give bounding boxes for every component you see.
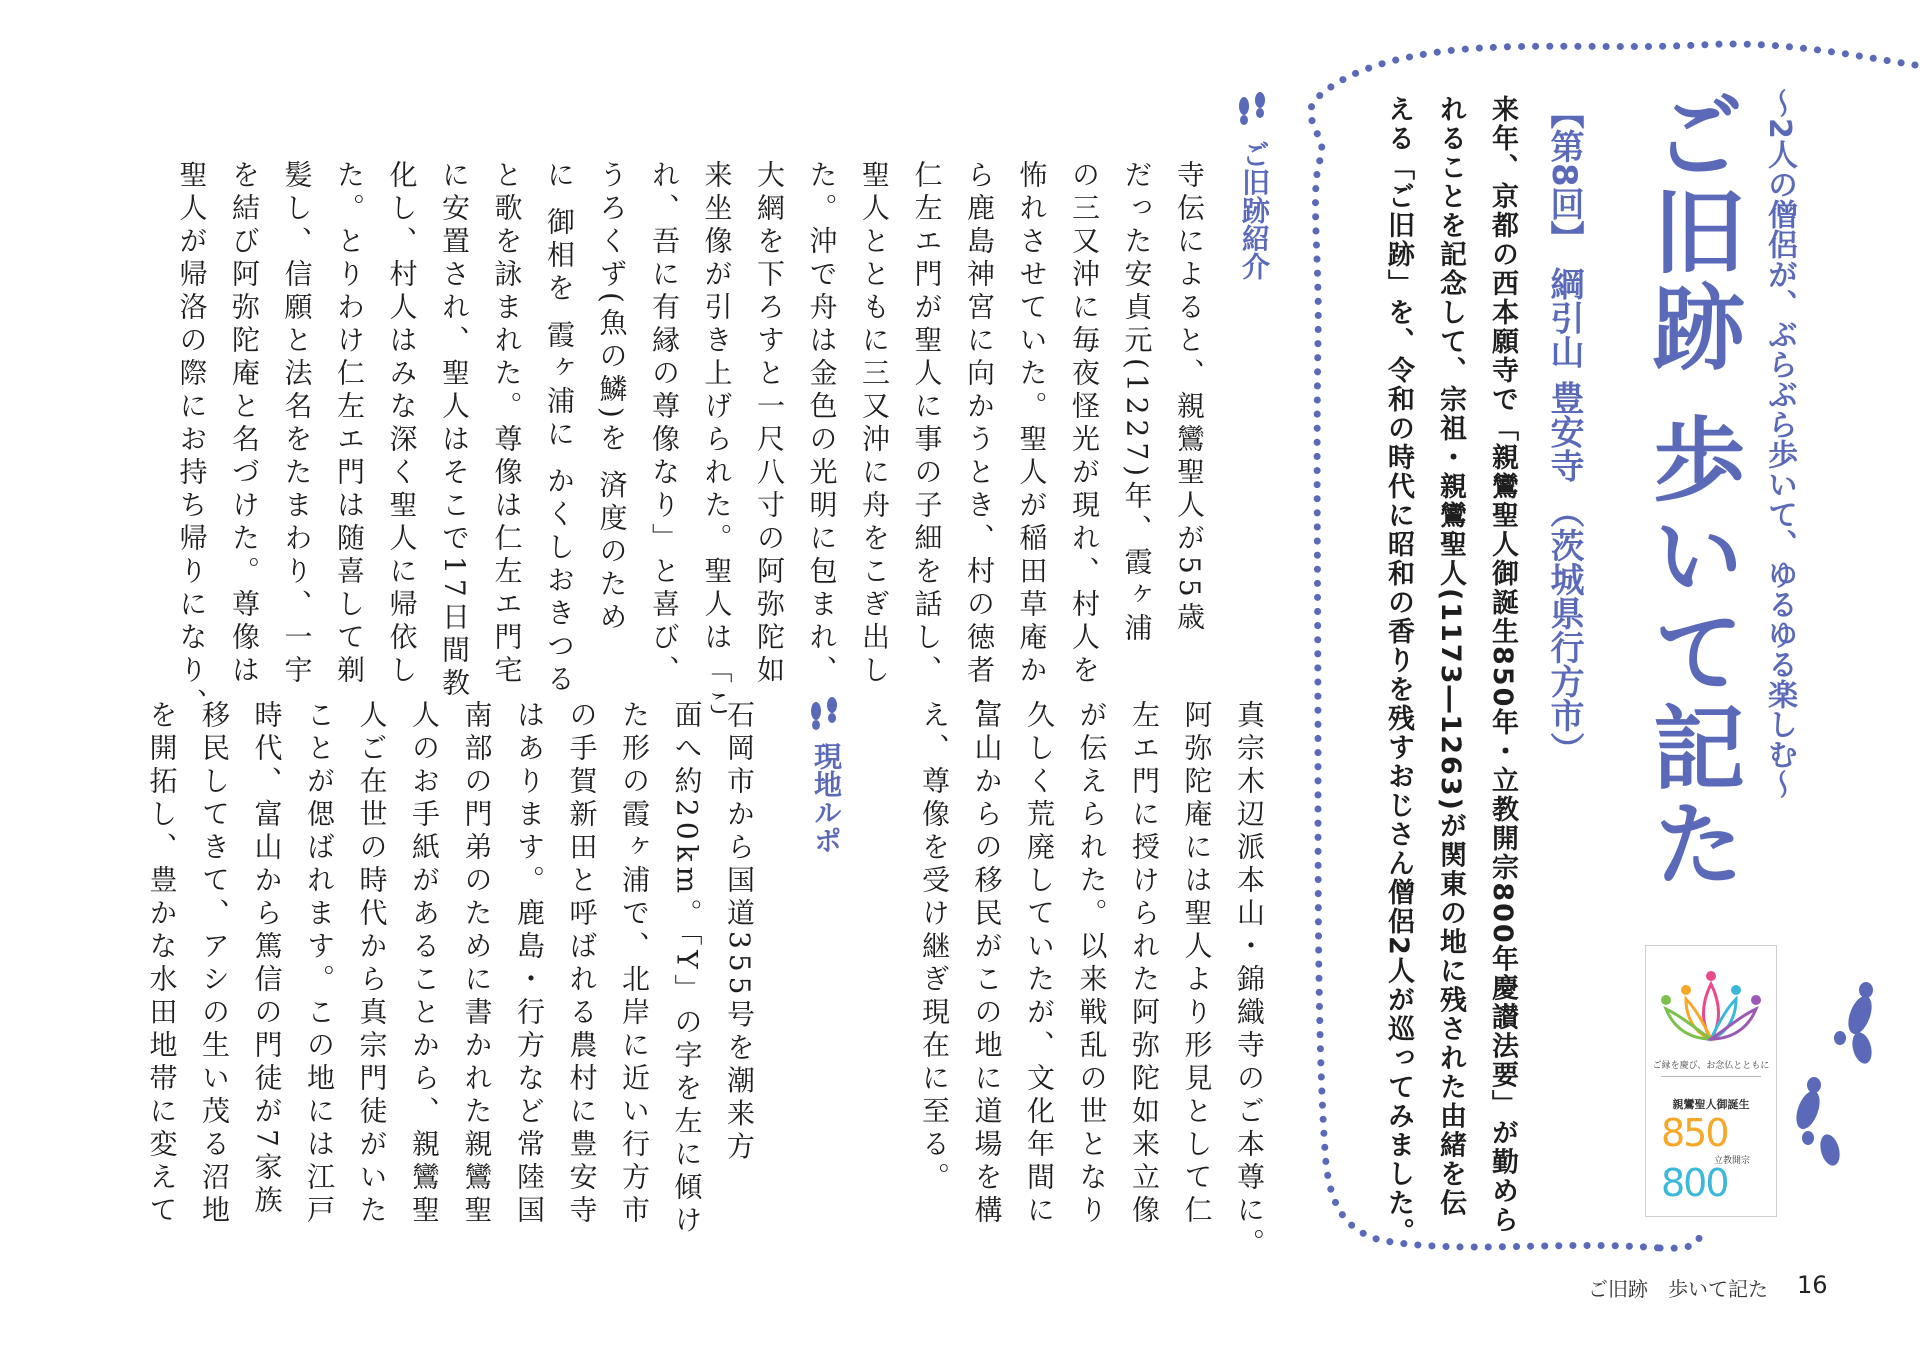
footprint-icon	[807, 697, 843, 733]
section-heading-genchi: 現地ルポ	[810, 742, 843, 854]
text-column: 移民してきて、アシの生い茂る沼地	[198, 700, 231, 1228]
text-column: 化し、村人はみな深く聖人に帰依し	[385, 160, 419, 688]
footer-label: ご旧跡 歩いて記た	[1588, 1277, 1768, 1301]
text-column: え、尊像を受け継ぎ現在に至る。	[918, 700, 951, 1195]
text-column: 阿弥陀庵には聖人より形見として仁	[1180, 700, 1214, 1228]
page-number: 16	[1797, 1271, 1828, 1299]
text-column: た形の霞ヶ浦で、北岸に近い行方市	[618, 700, 651, 1228]
text-column: 大網を下ろすと一尺八寸の阿弥陀如	[753, 160, 786, 688]
text-column: 左エ門に授けられた阿弥陀如来立像	[1128, 700, 1161, 1228]
logo-850: 850	[1661, 1111, 1728, 1155]
text-column: だった安貞元(1227)年、霞ヶ浦	[1120, 160, 1154, 647]
text-column: 聖人が帰洛の際にお持ち帰りになり、	[175, 160, 209, 721]
intro-line: える「ご旧跡」を、令和の時代に昭和の香りを残すおじさん僧侶2人が巡ってみました。	[1383, 95, 1414, 1247]
text-column: が伝えられた。以来戦乱の世となり	[1075, 700, 1109, 1228]
text-column: た。とりわけ仁左エ門は随喜して剃	[333, 160, 366, 688]
gokyuseki-continued	[908, 700, 1276, 1261]
text-column: ことが偲ばれます。この地には江戸	[303, 700, 336, 1228]
logo-motto: ご縁を慶び、お念仏とともに	[1652, 1061, 1770, 1071]
intro-line: れることを記念して、宗祖・親鸞聖人(1173―1263)が関東の地に残された由緒を伝	[1435, 95, 1466, 1218]
logo-sub: 立教開宗	[1714, 1156, 1751, 1166]
text-column: た。沖で舟は金色の光明に包まれ、	[805, 160, 839, 688]
header-subtitle: 〜2人の僧侶が、ぶらぶら歩いて、ゆるゆる楽しむ〜	[1762, 88, 1797, 799]
text-column: に安置され、聖人はそこで17日間教	[438, 160, 471, 701]
text-column: 時代、富山から篤信の門徒が7家族	[250, 700, 284, 1218]
gokyuseki-text	[165, 160, 1215, 721]
text-column: 仁左エ門が聖人に事の子細を話し、	[910, 160, 944, 688]
text-column: を結び阿弥陀庵と名づけた。尊像は	[228, 160, 261, 688]
text-column: 久しく荒廃していたが、文化年間に	[1023, 700, 1056, 1228]
text-column: の手賀新田と呼ばれる農村に豊安寺	[565, 700, 599, 1228]
text-column: 真宗木辺派本山・錦織寺のご本尊に。	[1233, 700, 1266, 1261]
text-column: 面へ約20km。「Y」の字を左に傾け	[670, 700, 704, 1238]
series-heading: 【第8回】 綱引山 豊安寺 （茨城県行方市）	[1544, 95, 1584, 767]
intro-text	[1368, 95, 1528, 1247]
text-column: を開拓し、豊かな水田地帯に変えて	[145, 700, 179, 1228]
text-column: ら鹿島神宮に向かうとき、村の徳者・	[963, 160, 996, 721]
text-column: はあります。鹿島・行方など常陸国	[513, 700, 546, 1228]
anniversary-logo	[1645, 945, 1777, 1217]
text-column: 富山からの移民がこの地に道場を構	[970, 700, 1004, 1228]
text-column: 寺伝によると、親鸞聖人が55歳	[1173, 160, 1206, 635]
genchi-text	[135, 700, 765, 1238]
text-column: 南部の門弟のために書かれた親鸞聖	[460, 700, 494, 1228]
footprint-icon	[1235, 92, 1271, 128]
text-column: れ、吾に有縁の尊像なり」と喜び、	[648, 160, 681, 688]
text-column: 来坐像が引き上げられた。聖人は「こ	[700, 160, 734, 721]
footprints-decoration	[1792, 982, 1876, 1168]
intro-line: 来年、京都の西本願寺で「親鸞聖人御誕生850年・立教開宗800年慶讃法要」が勤めら	[1487, 95, 1518, 1235]
text-column: 人のお手紙があることから、親鸞聖	[408, 700, 441, 1228]
text-column: うろくず(魚の鱗)を 済度のため	[595, 160, 629, 635]
page-title: ご旧跡 歩いて記た	[1638, 88, 1745, 893]
text-column: 人ご在世の時代から真宗門徒がいた	[355, 700, 389, 1228]
text-column: の三又沖に毎夜怪光が現れ、村人を	[1068, 160, 1101, 688]
lotus-icon	[1646, 954, 1776, 1054]
text-column: 髪し、信願と法名をたまわり、一宇	[280, 160, 314, 688]
text-column: 聖人とともに三又沖に舟をこぎ出し	[858, 160, 891, 688]
logo-label: 親鸞聖人御誕生	[1672, 1098, 1750, 1111]
section-heading-gokyuseki: ご旧跡紹介	[1238, 140, 1271, 280]
text-column: に 御相を 霞ヶ浦に かくしおきつる	[543, 160, 576, 697]
text-column: 怖れさせていた。聖人が稲田草庵か	[1015, 160, 1049, 688]
text-column: と歌を詠まれた。尊像は仁左エ門宅	[490, 160, 524, 688]
logo-800: 800	[1661, 1161, 1728, 1205]
text-column: 石岡市から国道355号を潮来方	[723, 700, 756, 1165]
